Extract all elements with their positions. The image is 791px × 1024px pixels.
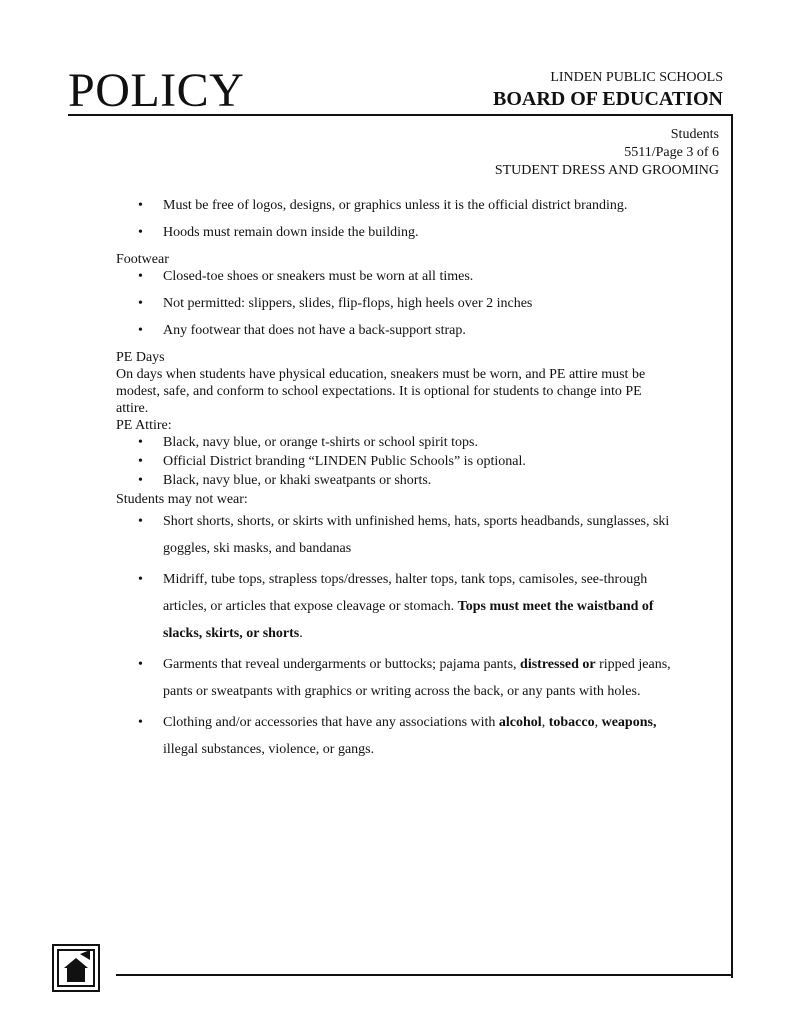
right-border (731, 114, 733, 978)
item-text: . (299, 626, 303, 641)
list-item: • Not permitted: slippers, slides, flip-flops, high heels over 2 inches (116, 295, 676, 312)
policy-body (116, 197, 676, 767)
list-item (116, 709, 676, 763)
footwear-heading: Footwear (116, 252, 169, 267)
may-not-wear-list (116, 508, 676, 763)
list-item: • Black, navy blue, or khaki sweatpants or shorts. (116, 472, 676, 489)
item-text: , (594, 715, 602, 730)
policy-reference (319, 126, 719, 180)
pe-attire-list (116, 434, 676, 489)
district-logo-icon (52, 944, 100, 992)
item-text: Garments that reveal undergarments or buttocks; pajama pants, (163, 657, 521, 672)
list-item (116, 508, 676, 562)
item-text: Clothing and/or accessories that have any associations with (163, 715, 499, 730)
section-label: Students (670, 127, 719, 142)
pe-days-heading: PE Days (116, 350, 165, 365)
item-text: ripped jeans, pants or sweatpants with graphics or writing across the back, or any pants with holes. (163, 657, 671, 699)
board-title: BOARD OF EDUCATION (492, 88, 723, 110)
list-item: • Official District branding “LINDEN Public Schools” is optional. (116, 453, 676, 470)
policy-title: POLICY (68, 64, 245, 117)
item-bold-text: distressed or (520, 657, 596, 672)
tops-list (116, 197, 676, 241)
district-name: LINDEN PUBLIC SCHOOLS (550, 70, 723, 85)
pe-attire-heading: PE Attire: (116, 418, 172, 433)
item-bold-text: Tops must meet the waistband of slacks, skirts, or shorts (163, 599, 654, 641)
list-item: • Black, navy blue, or orange t-shirts or school spirit tops. (116, 434, 676, 451)
item-bold-text: weapons, (601, 715, 657, 730)
list-item: • Any footwear that does not have a back-support strap. (116, 322, 676, 339)
list-item: • Hoods must remain down inside the building. (116, 224, 676, 241)
pe-days-text: On days when students have physical education, sneakers must be worn, and PE attire must be modest, safe, and conform to school expectations. It is optional for students to change into PE attire. (116, 367, 646, 416)
item-text: illegal substances, violence, or gangs. (163, 742, 375, 757)
policy-name: STUDENT DRESS AND GROOMING (494, 163, 719, 178)
item-bold-text: tobacco (548, 715, 595, 730)
item-bold-text: alcohol (498, 715, 542, 730)
item-text: , (541, 715, 549, 730)
footwear-list (116, 268, 676, 339)
item-text: Midriff, tube tops, strapless tops/dresses, halter tops, tank tops, camisoles, see-through articles, or articles that expose cleavage or stomach. (163, 572, 648, 614)
may-not-wear-heading: Students may not wear: (116, 492, 248, 507)
list-item: • Closed-toe shoes or sneakers must be worn at all times. (116, 268, 676, 285)
list-item (116, 651, 676, 705)
list-item (116, 566, 676, 647)
page-reference: 5511/Page 3 of 6 (624, 145, 719, 160)
bottom-divider (116, 974, 733, 976)
item-text: Short shorts, shorts, or skirts with unfinished hems, hats, sports headbands, sunglasses, ski goggles, ski masks, and bandanas (163, 514, 670, 556)
list-item: • Must be free of logos, designs, or graphics unless it is the official district branding. (116, 197, 676, 214)
top-divider (68, 114, 733, 116)
